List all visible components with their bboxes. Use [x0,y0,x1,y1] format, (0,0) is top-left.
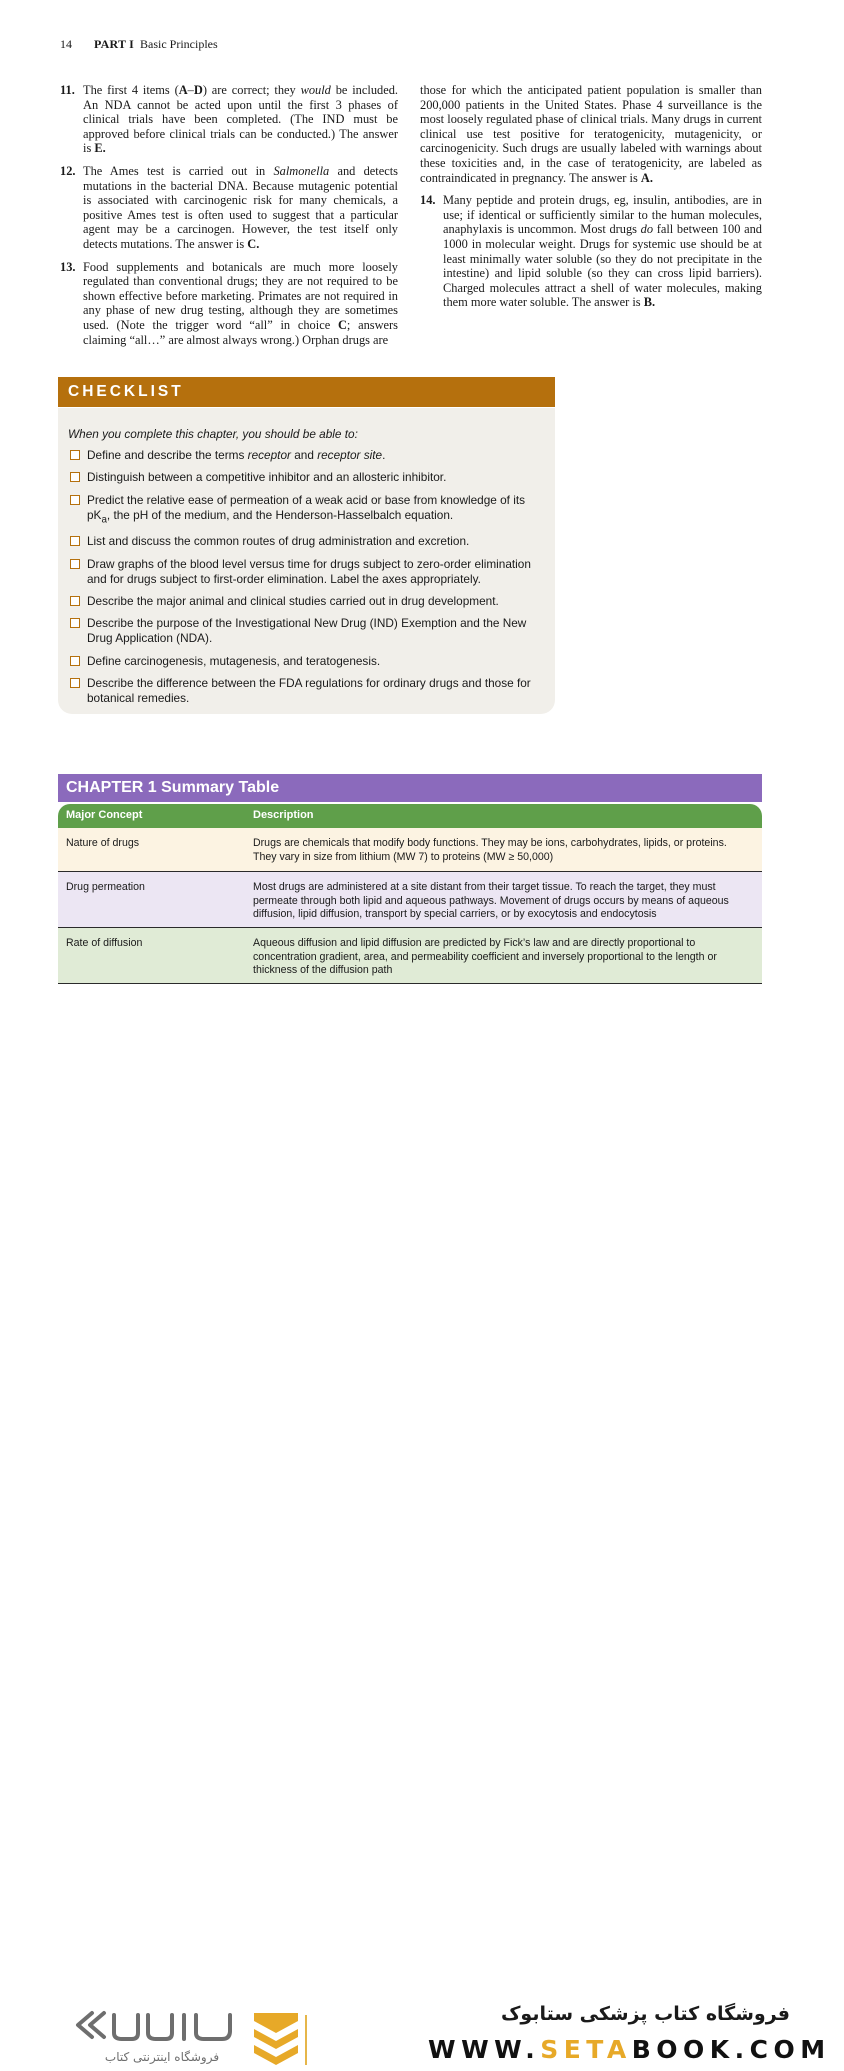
text-run: Food supplements and botanicals are much more loosely regulated than conventional drugs; they are not required to be shown effective before marketing. Primates are not required in any phase of new drug testing, although they are sometimes used. (Note the trigger word “all” in choice [83,259,398,332]
text-run: , the pH of the medium, and the Henderson-Hasselbalch equation. [106,507,454,522]
url-suffix: BOOK.COM [631,2035,831,2064]
book-page [0,0,844,995]
checklist-item-text [87,676,531,705]
text-run: The Ames test is carried out in [83,163,274,178]
checkbox-icon [70,536,80,546]
table-row [58,872,762,928]
header-major-concept: Major Concept [66,809,143,822]
checklist-item-text [87,654,380,668]
answer-12 [60,164,398,252]
part-label: PART I [94,37,135,51]
answer-11 [60,83,398,156]
url-prefix: WWW. [428,2035,541,2064]
row-concept: Drug permeation [66,881,145,893]
text-run: A. [640,170,653,185]
text-run: those for which the anticipated patient population is smaller than 200,000 patients in the United States. Phase 4 surveillance is the most loosely regulated phase of clinical trials. Many drugs in current clinical use test positive for teratogenicity, mutagenicity, or carcinogenicity. Such drugs are usually labeled with warnings about these toxicities and, in the case of teratogenicity, are labeled as contraindicated in pregnancy. The answer is [420,83,762,185]
text-run: be included. An NDA cannot be acted upon until the first 3 phases of clinical trials have been completed. (The IND must be approved before clinical trials can be conducted.) The answer is [83,83,398,156]
text-run: Draw graphs of the blood level versus time for drugs subject to zero-order elimination and for drugs subject to first-order elimination. Label the axes appropriately. [87,556,531,586]
checklist-item-text [87,492,526,526]
answer-text [83,164,398,251]
logo-divider [305,2015,307,2065]
text-run: do [640,222,654,237]
watermark-footer [0,995,844,2064]
shop-name: فروشگاه کتاب پزشکی ستابوک [500,2003,790,2025]
checkbox-icon [70,472,80,482]
checkbox-icon [70,678,80,688]
checklist-item [68,676,545,706]
answer-text [443,193,762,309]
row-description: Drugs are chemicals that modify body functions. They may be ions, carbohydrates, lipids, or proteins. They vary in size from lithium (MW 7) to proteins (MW ≥ 50,000) [253,837,727,863]
text-run: Describe the purpose of the Investigational New Drug (IND) Exemption and the New Drug Application (NDA). [87,616,527,646]
checklist-item [68,594,545,609]
checklist-item-text [87,616,526,645]
answer-number: 13. [60,259,76,274]
text-run: receptor site [317,448,383,463]
text-run: a [101,514,107,526]
checkbox-icon [70,559,80,569]
text-run: List and discuss the common routes of drug administration and excretion. [87,534,470,549]
answers-left-column [60,83,398,355]
checklist-item [68,493,545,528]
checklist-item [68,654,545,669]
checklist-item-text [87,448,385,462]
checklist-item [68,557,545,587]
checklist-item-text [87,594,499,608]
answer-text [83,83,398,155]
checklist-item [68,534,545,549]
row-concept: Rate of diffusion [66,937,143,949]
summary-table [58,804,762,984]
text-run: Salmonella [273,163,330,178]
answer-number: 14. [420,193,436,208]
text-run: . [382,448,386,463]
text-run: C. [247,236,260,251]
text-run: Many peptide and protein drugs, eg, insulin, antibodies, are in use; if identical or sufficiently similar to the human molecules, anaphylaxis is uncommon. Most drugs [443,193,762,237]
answer-number: 11. [60,83,75,97]
text-run: Define carcinogenesis, mutagenesis, and teratogenesis. [87,653,381,668]
text-run: Distinguish between a competitive inhibitor and an allosteric inhibitor. [87,470,447,485]
checklist-item [68,470,545,485]
text-run: C [337,317,347,332]
text-run: B. [643,295,656,310]
checklist-intro: When you complete this chapter, you should be able to: [68,427,358,441]
text-run: D [193,83,203,97]
table-row [58,928,762,984]
text-run: The first 4 items ( [83,83,179,97]
text-run: Predict the relative ease of permeation of a weak acid or base from knowledge of its pK [87,492,526,522]
summary-table-header [58,804,762,828]
row-concept: Nature of drugs [66,837,140,849]
text-run: ; answers claiming “all…” are almost always wrong.) Orphan drugs are [83,317,399,347]
checklist-items [68,448,545,706]
text-run: E. [94,141,106,156]
text-run: Describe the difference between the FDA regulations for ordinary drugs and those for botanical remedies. [87,675,531,705]
text-run: Define and describe the terms [87,448,248,463]
header-description: Description [253,809,314,822]
answer-text [83,260,398,347]
setabook-logo-icon [72,2007,302,2071]
checklist-item-text [87,557,531,586]
checklist-item-text [87,470,446,484]
row-description: Most drugs are administered at a site distant from their target tissue. To reach the target, they must permeate through both lipid and aqueous pathways. Movement of drugs occurs by means of aqueous diffusion, lipid diffusion, transport by special carriers, or by exocytosis and endocytosis [253,881,729,921]
part-title: Basic Principles [140,37,218,51]
text-run: ) are correct; they [202,83,301,97]
checklist-item-text [87,534,469,548]
checklist-item [68,616,545,646]
text-run: and [290,448,318,463]
answer-13-continued [420,83,762,185]
checklist-heading: CHECKLIST [58,377,555,407]
text-run: would [300,83,331,97]
logo-caption: فروشگاه اینترنتی کتاب [104,2050,220,2064]
checkbox-icon [70,495,80,505]
checkbox-icon [70,618,80,628]
page-number: 14 [60,37,72,51]
checklist-box [58,408,555,714]
checkbox-icon [70,450,80,460]
table-row [58,828,762,872]
answers-right-column [420,83,762,318]
checkbox-icon [70,656,80,666]
running-head [60,37,218,52]
checkbox-icon [70,596,80,606]
row-description: Aqueous diffusion and lipid diffusion are predicted by Fick’s law and are directly proportional to concentration gradient, area, and permeability coefficient and inversely proportional to the length or thickness of the diffusion path [253,937,717,977]
answer-13 [60,260,398,348]
text-run: receptor [247,448,291,463]
text-run: Describe the major animal and clinical studies carried out in drug development. [87,593,499,608]
text-run: A [178,83,188,97]
url-highlight: SETA [540,2035,632,2064]
checklist-item [68,448,545,463]
text-run: fall between 100 and 1000 in molecular weight. Drugs for systemic use should be at least minimally water soluble (so they do not precipitate in the intestine) and lipid soluble (so they can cross lipid barriers). Charged molecules attract a shell of water molecules, making them more water soluble. The answer is [443,222,762,310]
answer-number: 12. [60,163,76,178]
shop-url[interactable] [428,2035,831,2064]
summary-table-title: CHAPTER 1 Summary Table [58,774,762,802]
answer-14 [420,193,762,310]
text-run: and detects mutations in the bacterial DNA. Because mutagenic potential is associated with carcinogenic risk for many chemicals, a positive Ames test is often used to suggest that a particular agent may be a carcinogen. However, the test itself only detects mutations. The answer is [83,163,398,251]
text-run: – [187,83,194,97]
